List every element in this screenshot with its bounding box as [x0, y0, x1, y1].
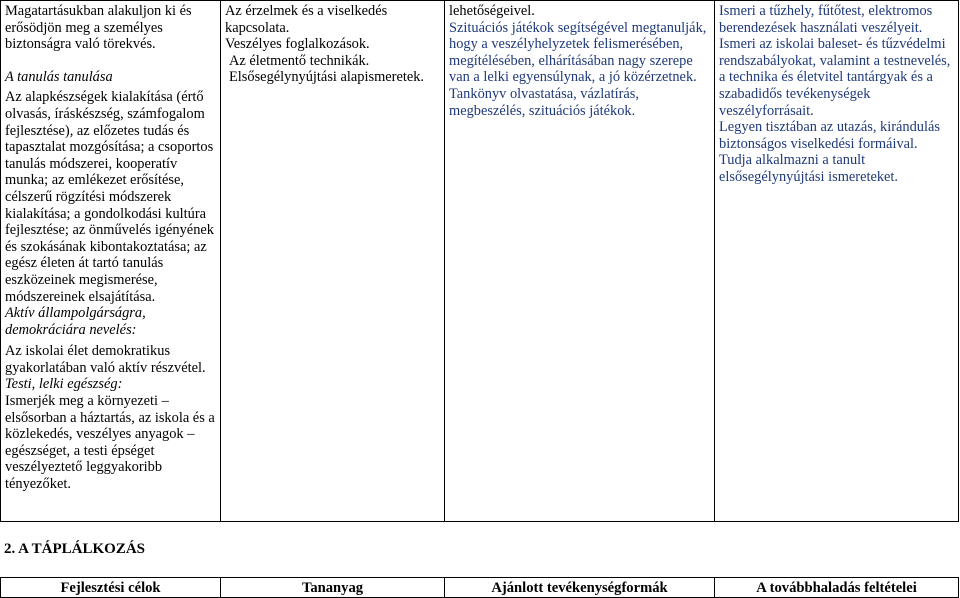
curriculum-item: Elsősegélynyújtási alapismeretek. — [229, 69, 425, 86]
condition-text: Ismeri a tűzhely, fűtőtest, elektromos berendezések használati veszélyeit. — [719, 3, 933, 36]
activity-text: Szituációs játékok segítségével megtanulják, hogy a veszélyhelyzetek felismerésében, megítélésében, elhárításában nagy szerepe van a lelki egyensúlynak, a jó közérzetnek. — [449, 19, 707, 86]
goal-text: Magatartásukban alakuljon ki és erősödjön meg a személyes biztonságra való törekvés. — [5, 3, 192, 53]
goal-text: Az alapkészségek kialakítása (értő olvasás, íráskészség, számfogalom fejlesztése), az előzetes tudás és tapasztalat mozgósítása; a csoportos tanulás módszerei, kooperatív munka; az emlékezet erősítése, célszerű rögzítési módszerek kialakítása; a gondolkodási kultúra fejlesztése; az önművelés igényének és szokásának kibontakoztatása; az egész életen át tartó tanulás eszközeinek megismerése, módszereinek elsajátítása. — [5, 89, 214, 305]
curriculum-item: Veszélyes foglalkozások. — [225, 36, 370, 53]
goal-text: Az iskolai élet demokratikus gyakorlatában való aktív részvétel. — [5, 343, 206, 376]
condition-text: Ismeri az iskolai baleset- és tűzvédelmi rendszabályokat, valamint a testnevelés, a technika és életvitel tantárgyak és a szabadidős tevékenységek veszélyforrásait. — [719, 36, 951, 119]
activity-text: lehetőségeivel. — [449, 3, 535, 19]
goal-heading: A tanulás tanulása — [5, 68, 113, 85]
goal-heading: Testi, lelki egészség: — [5, 376, 123, 393]
goal-text: Ismerjék meg a környezeti – elsősorban a háztartás, az iskola és a közlekedés, veszélyes anyagok – egészséget, a testi épséget veszélyeztető leggyakoribb tényezőket. — [5, 393, 215, 493]
activity-text: Tankönyv olvastatása, vázlatírás, megbeszélés, szituációs játékok. — [449, 85, 640, 119]
condition-text: Tudja alkalmazni a tanult elsősegélynyújtási ismereteket. — [719, 152, 899, 185]
header-row — [1, 578, 959, 598]
condition-text: Legyen tisztában az utazás, kirándulás biztonságos viselkedési formáival. — [719, 119, 940, 152]
section-title: 2. A TÁPLÁLKOZÁS — [4, 541, 146, 557]
curriculum-item: Az életmentő technikák. — [229, 52, 370, 69]
header-table — [0, 577, 959, 598]
goal-heading: Aktív állampolgárságra, demokráciára nevelés: — [5, 305, 146, 338]
header-development-goals: Fejlesztési célok — [1, 578, 221, 598]
header-progress-conditions: A továbbhaladás feltételei — [715, 578, 959, 598]
curriculum-item: Az érzelmek és a viselkedés kapcsolata. — [225, 3, 388, 36]
col-activities — [445, 1, 715, 522]
table-row — [1, 1, 959, 522]
col-development-goals — [1, 1, 221, 522]
col-curriculum — [221, 1, 445, 522]
header-curriculum: Tananyag — [221, 578, 445, 598]
header-activities: Ajánlott tevékenységformák — [445, 578, 715, 598]
col-progress-conditions — [715, 1, 959, 522]
